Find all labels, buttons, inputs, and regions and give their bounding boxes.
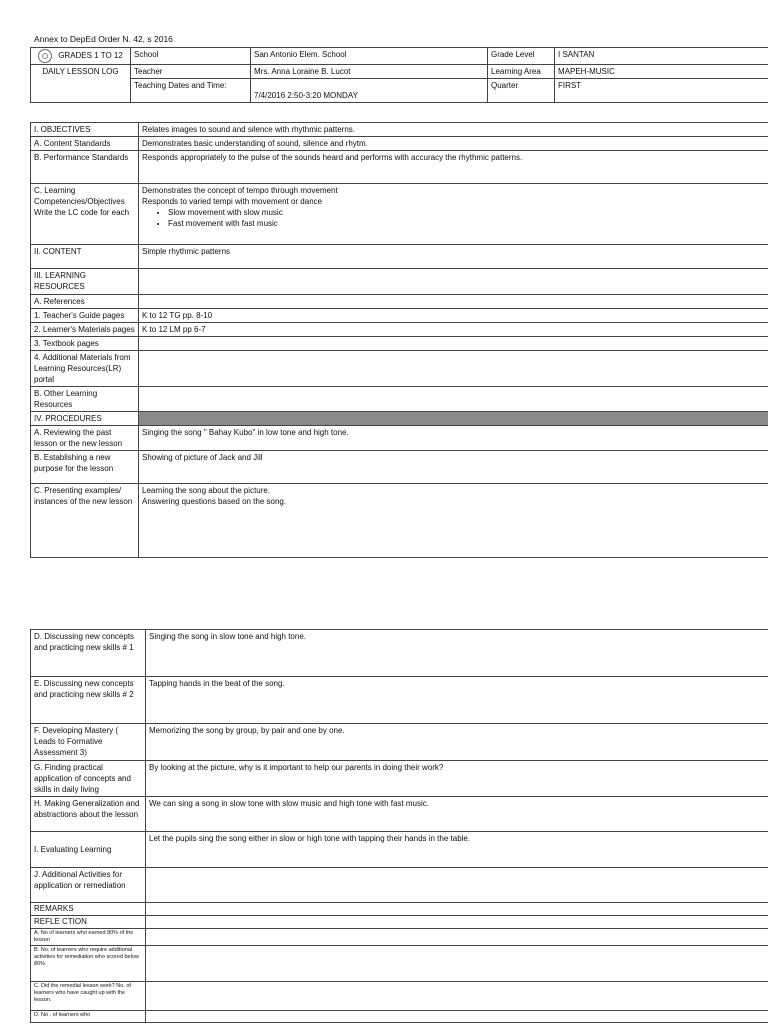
mastery-value: Memorizing the song by group, by pair and one by one. [146, 724, 768, 761]
reflection-c-label: C. Did the remedial lesson work? No. of learners who have caught up with the lesson. [31, 982, 146, 1011]
quarter-value: FIRST [555, 79, 768, 103]
additional-materials-value [139, 351, 768, 387]
evaluating-label: I. Evaluating Learning [31, 832, 146, 868]
additional-materials-label: 4. Additional Materials from Learning Resources(LR) portal [31, 351, 139, 387]
presenting-value [139, 484, 768, 558]
header-table [30, 47, 768, 103]
deped-seal-icon [38, 49, 52, 63]
dates-label: Teaching Dates and Time: [131, 79, 251, 103]
teachers-guide-value: K to 12 TG pp. 8-10 [139, 309, 768, 323]
competency-bullet: • Slow movement with slow music [168, 207, 765, 218]
presenting-line: Learning the song about the picture. [142, 486, 271, 495]
competency-bullet: • Fast movement with fast music [168, 218, 765, 229]
reflection-b-value [146, 946, 768, 982]
additional-activities-value [146, 868, 768, 903]
annex-text: Annex to DepEd Order N. 42, s 2016 [34, 34, 173, 44]
teachers-guide-label: 1. Teacher's Guide pages [31, 309, 139, 323]
school-value: San Antonio Elem. School [251, 48, 488, 65]
grade-label: Grade Level [488, 48, 555, 65]
purpose-label: B. Establishing a new purpose for the lesson [31, 451, 139, 484]
grade-value: I SANTAN [555, 48, 768, 65]
competencies-label: C. Learning Competencies/Objectives Write the LC code for each [31, 184, 139, 245]
learners-materials-label: 2. Learner's Materials pages [31, 323, 139, 337]
presenting-label: C. Presenting examples/ instances of the new lesson [31, 484, 139, 558]
grades-label: GRADES 1 TO 12 [58, 51, 123, 61]
generalization-label: H. Making Generalization and abstractions about the lesson [31, 797, 146, 832]
evaluating-value: Let the pupils sing the song either in slow or high tone with tapping their hands in the table. [146, 832, 768, 868]
content-label: II. CONTENT [31, 245, 139, 269]
textbook-value [139, 337, 768, 351]
content-standards-label: A. Content Standards [31, 137, 139, 151]
log-title: DAILY LESSON LOG [31, 65, 131, 103]
review-label: A. Reviewing the past lesson or the new lesson [31, 426, 139, 451]
remarks-value [146, 903, 768, 916]
mastery-label: F. Developing Mastery ( Leads to Formative Assessment 3) [31, 724, 146, 761]
additional-activities-label: J. Additional Activities for application or remediation [31, 868, 146, 903]
lesson-table-2 [30, 629, 768, 1023]
performance-standards-label: B. Performance Standards [31, 151, 139, 184]
competency-line: Demonstrates the concept of tempo through movement [142, 186, 338, 195]
teacher-label: Teacher [131, 65, 251, 79]
performance-standards-value: Responds appropriately to the pulse of the sounds heard and performs with accuracy the rhythmic patterns. [139, 151, 768, 184]
dates-value: 7/4/2016 2:50-3:20 MONDAY [251, 79, 488, 103]
reflection-a-value [146, 929, 768, 946]
generalization-value: We can sing a song in slow tone with slow music and high tone with fast music. [146, 797, 768, 832]
presenting-line: Answering questions based on the song. [142, 497, 287, 506]
lesson-table-1 [30, 122, 768, 558]
reflection-label: REFLE CTION [31, 916, 146, 929]
other-resources-value [139, 387, 768, 412]
area-value: MAPEH-MUSIC [555, 65, 768, 79]
reflection-b-label: B. No. of learners who require additional activities for remediation who scored below 80% [31, 946, 146, 982]
area-label: Learning Area [488, 65, 555, 79]
learning-resources-label: III. LEARNING RESOURCES [31, 269, 139, 295]
learners-materials-value: K to 12 LM pp 6-7 [139, 323, 768, 337]
reflection-value [146, 916, 768, 929]
grades-cell [31, 48, 131, 65]
content-value: Simple rhythmic patterns [139, 245, 768, 269]
reflection-d-value [146, 1011, 768, 1023]
learning-resources-value [139, 269, 768, 295]
reflection-a-label: A. No of learners who earned 80% of the lesson [31, 929, 146, 946]
objectives-value: Relates images to sound and silence with rhythmic patterns. [139, 123, 768, 137]
other-resources-label: B. Other Learning Resources [31, 387, 139, 412]
competency-line: Responds to varied tempi with movement or dance [142, 197, 323, 206]
references-label: A. References [31, 295, 139, 309]
application-value: By looking at the picture, why is it important to help our parents in doing their work? [146, 761, 768, 797]
references-value [139, 295, 768, 309]
procedures-shade [139, 412, 768, 426]
review-value: Singing the song " Bahay Kubo" in low tone and high tone. [139, 426, 768, 451]
school-label: School [131, 48, 251, 65]
reflection-c-value [146, 982, 768, 1011]
teacher-value: Mrs. Anna Loraine B. Lucot [251, 65, 488, 79]
remarks-label: REMARKS [31, 903, 146, 916]
competencies-value [139, 184, 768, 245]
objectives-label: I. OBJECTIVES [31, 123, 139, 137]
reflection-d-label: D. No . of learners who [31, 1011, 146, 1023]
content-standards-value: Demonstrates basic understanding of sound, silence and rhytm. [139, 137, 768, 151]
discussing-1-value: Singing the song in slow tone and high tone. [146, 630, 768, 677]
discussing-1-label: D. Discussing new concepts and practicing new skills # 1 [31, 630, 146, 677]
discussing-2-value: Tapping hands in the beat of the song. [146, 677, 768, 724]
application-label: G. Finding practical application of concepts and skills in daily living [31, 761, 146, 797]
purpose-value: Showing of picture of Jack and Jill [139, 451, 768, 484]
procedures-label: IV. PROCEDURES [31, 412, 139, 426]
textbook-label: 3. Textbook pages [31, 337, 139, 351]
discussing-2-label: E. Discussing new concepts and practicing new skills # 2 [31, 677, 146, 724]
quarter-label: Quarter [488, 79, 555, 103]
